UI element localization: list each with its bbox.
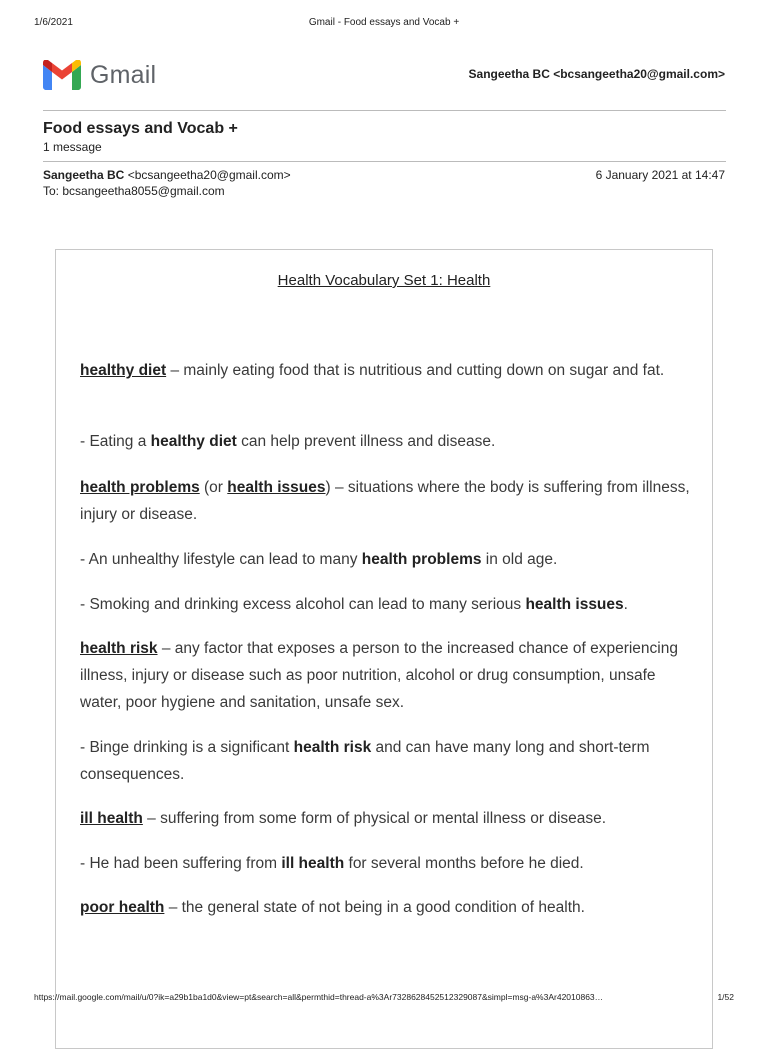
vocab-definition: – suffering from some form of physical or mental illness or disease. bbox=[142, 810, 607, 827]
page-number: 1/52 bbox=[717, 992, 734, 1002]
gmail-wordmark: Gmail bbox=[90, 60, 157, 89]
page-url: https://mail.google.com/mail/u/0?ik=a29b1ba1d0&view=pt&search=all&permthid=thread-a%3Ar7328628452512329087&simpl=msg-a%3Ar42010863… bbox=[34, 992, 604, 1002]
gmail-m-icon bbox=[43, 60, 81, 90]
example-text: - Smoking and drinking excess alcohol can lead to many serious bbox=[80, 596, 526, 613]
sender-line bbox=[43, 168, 291, 182]
example-text: - Eating a bbox=[80, 433, 151, 450]
divider bbox=[43, 161, 726, 162]
recipient-line: To: bcsangeetha8055@gmail.com bbox=[43, 184, 225, 198]
thread-subject: Food essays and Vocab + bbox=[43, 120, 238, 137]
example-text: . bbox=[623, 596, 628, 613]
example-sentence bbox=[80, 428, 692, 455]
example-sentence bbox=[80, 591, 692, 618]
example-text: - Binge drinking is a significant bbox=[80, 739, 294, 756]
print-page-title: Gmail - Food essays and Vocab + bbox=[308, 17, 460, 28]
vocab-definition: ) – situations where the body is suffering from illness, injury or disease. bbox=[80, 479, 690, 523]
message-date: 6 January 2021 at 14:47 bbox=[595, 168, 725, 182]
vocab-entry bbox=[80, 357, 692, 384]
example-keyword: health issues bbox=[525, 596, 624, 613]
example-keyword: health risk bbox=[293, 739, 372, 756]
example-keyword: health problems bbox=[361, 551, 482, 568]
vocab-entry bbox=[80, 635, 692, 716]
gmail-logo bbox=[43, 58, 156, 92]
sender-name: Sangeetha BC bbox=[43, 168, 125, 182]
vocab-entry bbox=[80, 805, 692, 832]
vocab-term: health risk bbox=[80, 640, 158, 657]
example-text: and can have many long and short-term consequences. bbox=[80, 739, 650, 783]
vocab-term: health problems bbox=[80, 479, 200, 496]
example-keyword: ill health bbox=[281, 855, 345, 872]
example-keyword: healthy diet bbox=[150, 433, 237, 450]
example-sentence bbox=[80, 850, 692, 877]
vocab-definition: – the general state of not being in a good condition of health. bbox=[164, 899, 585, 916]
vocab-term: health issues bbox=[227, 479, 326, 496]
vocab-entry bbox=[80, 894, 692, 921]
print-header bbox=[0, 17, 768, 31]
example-text: can help prevent illness and disease. bbox=[236, 433, 496, 450]
document-title: Health Vocabulary Set 1: Health bbox=[277, 272, 491, 289]
example-text: in old age. bbox=[481, 551, 558, 568]
vocab-term: poor health bbox=[80, 899, 165, 916]
example-sentence bbox=[80, 546, 692, 573]
vocab-term: ill health bbox=[80, 810, 143, 827]
vocab-definition: – mainly eating food that is nutritious and cutting down on sugar and fat. bbox=[166, 362, 665, 379]
vocab-term: healthy diet bbox=[80, 362, 167, 379]
vocab-definition: (or bbox=[199, 479, 228, 496]
divider bbox=[43, 110, 726, 111]
example-text: for several months before he died. bbox=[344, 855, 584, 872]
vocab-entry bbox=[80, 474, 692, 528]
print-footer bbox=[0, 992, 768, 1006]
sender-email: <bcsangeetha20@gmail.com> bbox=[127, 168, 291, 182]
vocab-definition: – any factor that exposes a person to the increased chance of experiencing illness, injury or disease such as poor nutrition, alcohol or drug consumption, unsafe water, poor hygiene and sanitation, unsafe sex. bbox=[80, 640, 678, 711]
message-count: 1 message bbox=[43, 140, 102, 154]
account-identity: Sangeetha BC <bcsangeetha20@gmail.com> bbox=[468, 67, 725, 81]
example-text: - An unhealthy lifestyle can lead to many bbox=[80, 551, 362, 568]
example-sentence bbox=[80, 734, 692, 788]
example-text: - He had been suffering from bbox=[80, 855, 282, 872]
print-date: 1/6/2021 bbox=[34, 17, 73, 28]
